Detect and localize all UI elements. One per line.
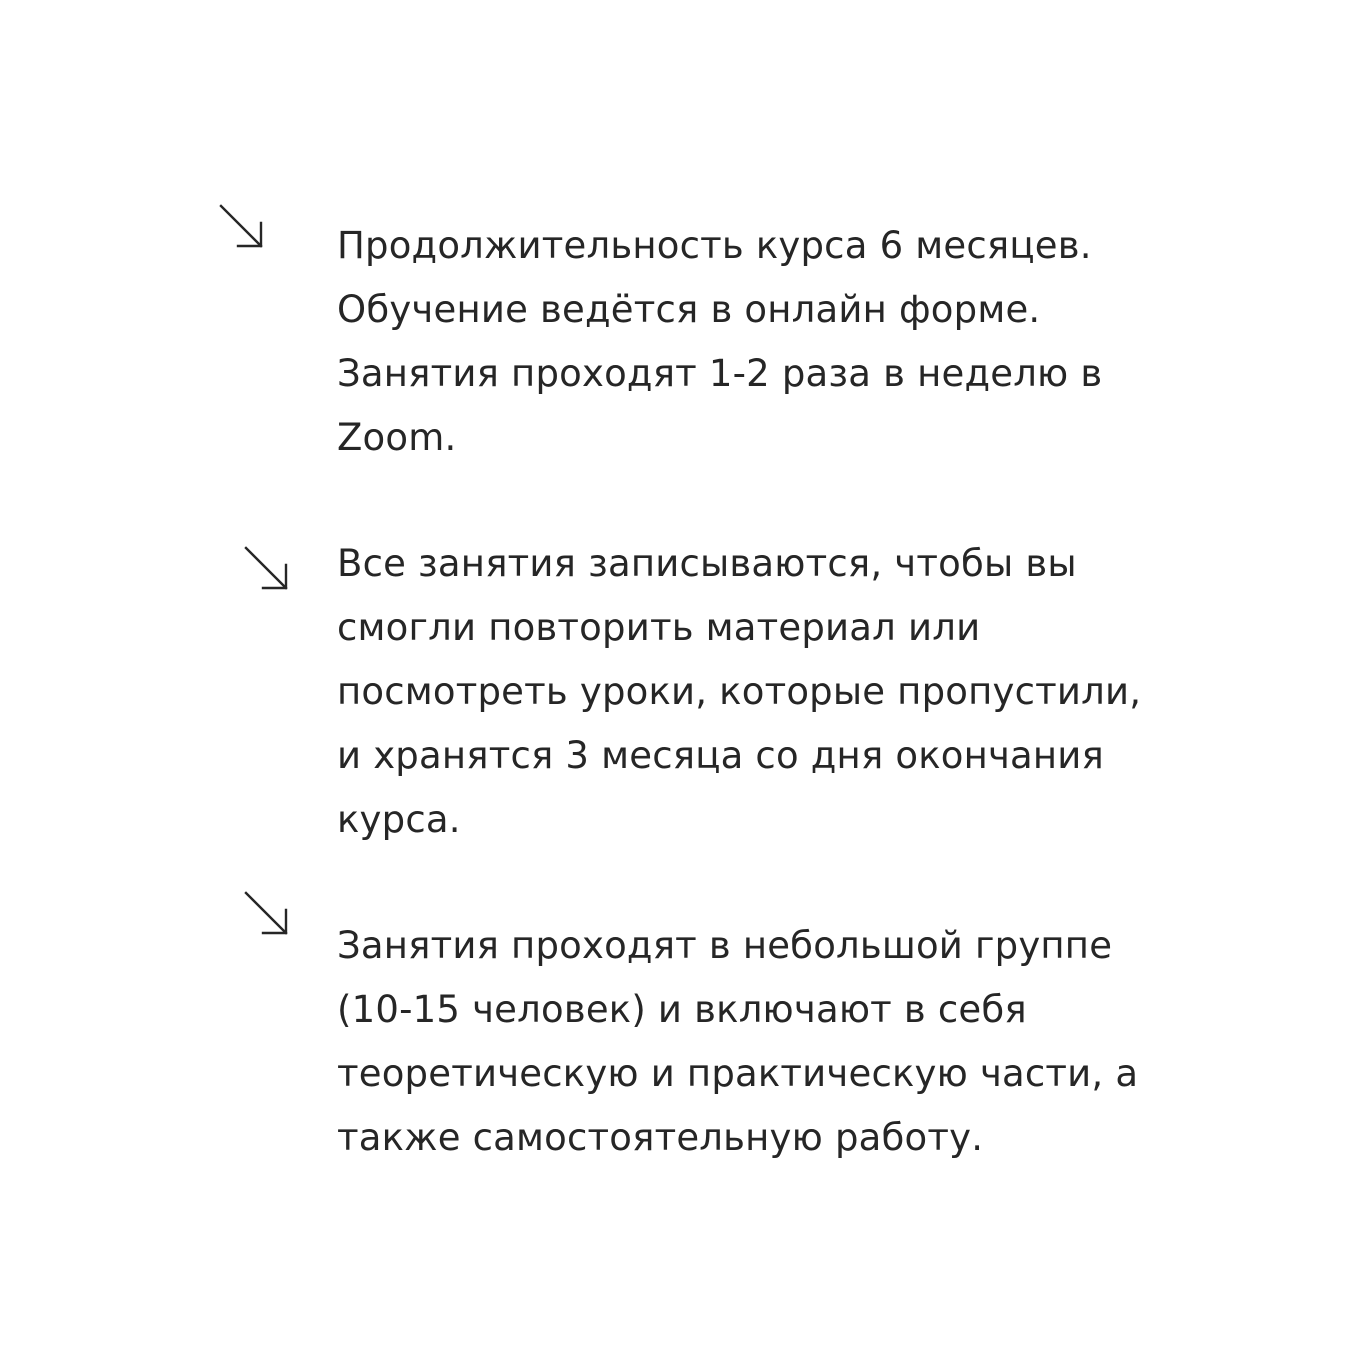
info-text-recordings bbox=[337, 532, 1167, 852]
text-line: посмотреть уроки, которые пропустили, bbox=[337, 670, 1142, 713]
info-text-duration bbox=[337, 214, 1167, 470]
text-line: также самостоятельную работу. bbox=[337, 1116, 984, 1159]
arrow-down-right-icon bbox=[218, 203, 266, 251]
text-line: Zoom. bbox=[337, 416, 457, 459]
text-line: Продолжительность курса 6 месяцев. bbox=[337, 224, 1092, 267]
text-line: теоретическую и практическую части, а bbox=[337, 1052, 1139, 1095]
text-line: и хранятся 3 месяца со дня окончания bbox=[337, 734, 1105, 777]
text-line: Все занятия записываются, чтобы вы bbox=[337, 542, 1077, 585]
arrow-down-right-icon bbox=[243, 890, 291, 938]
text-line: курса. bbox=[337, 798, 461, 841]
text-line: Занятия проходят в небольшой группе bbox=[337, 924, 1113, 967]
text-line: Обучение ведётся в онлайн форме. bbox=[337, 288, 1041, 331]
text-line: Занятия проходят 1-2 раза в неделю в bbox=[337, 352, 1103, 395]
info-text-group bbox=[337, 914, 1167, 1170]
arrow-down-right-icon bbox=[243, 545, 291, 593]
text-line: (10-15 человек) и включают в себя bbox=[337, 988, 1027, 1031]
text-line: смогли повторить материал или bbox=[337, 606, 981, 649]
